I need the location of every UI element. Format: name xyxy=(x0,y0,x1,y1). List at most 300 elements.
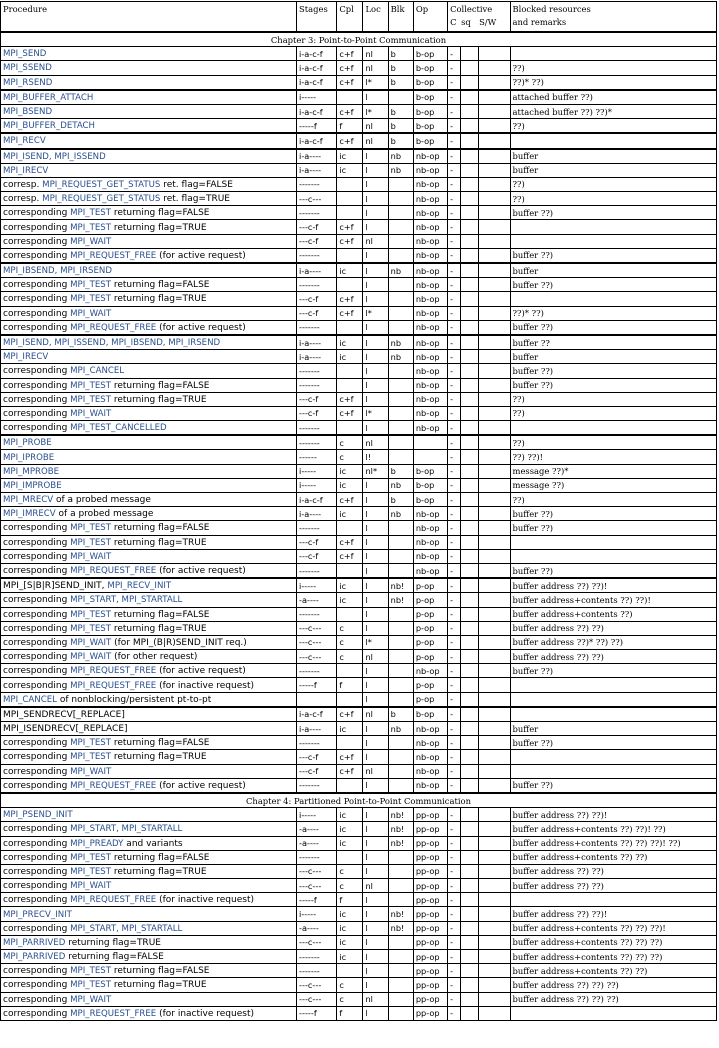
c-cell: - xyxy=(448,808,461,822)
procedure-text: returning flag=FALSE xyxy=(110,852,210,863)
procedure-cell xyxy=(1,435,297,450)
cpl-cell: f xyxy=(337,119,363,134)
blk-cell xyxy=(388,650,413,664)
procedure-text: corresponding xyxy=(3,966,71,977)
stages-cell: ------- xyxy=(297,964,337,978)
procedure-text: of a probed message xyxy=(55,509,154,520)
table-body xyxy=(1,32,717,1020)
sq-cell xyxy=(461,563,479,578)
op-cell: pp-op xyxy=(413,808,447,822)
c-cell: - xyxy=(448,177,461,191)
sq-cell xyxy=(461,350,479,364)
mpi-function-link[interactable]: MPI_PSEND_INIT xyxy=(3,810,73,821)
mpi-function-link[interactable]: MPI_BUFFER_DETACH xyxy=(3,121,96,132)
table-row xyxy=(1,549,717,563)
loc-cell: l xyxy=(363,320,388,335)
cpl-cell: c+f xyxy=(337,133,363,148)
stages-cell: ---c-f xyxy=(297,535,337,549)
chapter-heading: Chapter 3: Point-to-Point Communication xyxy=(1,32,717,47)
blk-cell xyxy=(388,978,413,992)
op-cell: p-op xyxy=(413,635,447,649)
stages-cell xyxy=(297,692,337,707)
blk-cell: nb xyxy=(388,149,413,164)
mpi-function-link[interactable]: MPI_ISEND, MPI_ISSEND, MPI_IBSEND, MPI_IRSEND xyxy=(3,338,221,349)
c-cell: - xyxy=(448,507,461,521)
op-cell: pp-op xyxy=(413,879,447,893)
mpi-function-link[interactable]: MPI_WAIT xyxy=(70,408,112,419)
rem-cell: buffer address ??)* ??) ??) xyxy=(510,635,717,649)
mpi-function-link[interactable]: MPI_IPROBE xyxy=(3,452,55,463)
mpi-function-link[interactable]: MPI_REQUEST_GET_STATUS xyxy=(42,194,161,205)
op-cell: nb-op xyxy=(413,736,447,750)
blk-cell xyxy=(388,192,413,206)
mpi-function-link[interactable]: MPI_IMPROBE xyxy=(3,480,62,491)
op-cell: b-op xyxy=(413,90,447,105)
sw-cell xyxy=(479,478,510,492)
c-cell: - xyxy=(448,707,461,722)
table-row xyxy=(1,421,717,436)
mpi-function-link[interactable]: MPI_RECV xyxy=(3,136,46,147)
sq-cell xyxy=(461,578,479,593)
sq-cell xyxy=(461,764,479,778)
mpi-function-link[interactable]: MPI_RECV_INIT xyxy=(107,581,172,592)
sq-cell xyxy=(461,836,479,850)
op-cell: nb-op xyxy=(413,521,447,535)
blk-cell xyxy=(388,750,413,764)
cpl-cell: c+f xyxy=(337,549,363,563)
procedure-text: corresponding xyxy=(3,652,71,663)
mpi-function-link[interactable]: MPI_REQUEST_FREE xyxy=(70,680,157,691)
cpl-cell: c xyxy=(337,635,363,649)
table-row xyxy=(1,61,717,75)
header-blk: Blk xyxy=(388,2,413,33)
sw-cell xyxy=(479,335,510,350)
rem-cell xyxy=(510,421,717,436)
op-cell: nb-op xyxy=(413,206,447,220)
mpi-function-link[interactable]: MPI_BUFFER_ATTACH xyxy=(3,92,94,103)
mpi-function-link[interactable]: MPI_REQUEST_FREE xyxy=(70,666,157,677)
loc-cell: l xyxy=(363,421,388,436)
cpl-cell xyxy=(337,192,363,206)
mpi-function-link[interactable]: MPI_WAIT xyxy=(70,994,112,1005)
mpi-function-link[interactable]: MPI_WAIT xyxy=(70,766,112,777)
stages-cell: i-a-c-f xyxy=(297,61,337,75)
mpi-function-link[interactable]: MPI_TEST xyxy=(70,623,111,634)
mpi-function-link[interactable]: MPI_SSEND xyxy=(3,63,52,74)
mpi-function-link[interactable]: MPI_TEST xyxy=(70,537,111,548)
blk-cell: b xyxy=(388,119,413,134)
mpi-function-link[interactable]: MPI_IBSEND, MPI_IRSEND xyxy=(3,266,112,277)
procedure-text: returning flag=TRUE xyxy=(110,294,207,305)
mpi-function-link[interactable]: MPI_WAIT xyxy=(70,881,112,892)
sw-cell xyxy=(479,992,510,1006)
mpi-function-link[interactable]: MPI_WAIT xyxy=(70,551,112,562)
rem-cell: ??)* ??) xyxy=(510,306,717,320)
header-collective-label: Collective xyxy=(450,4,493,14)
cpl-cell xyxy=(337,206,363,220)
procedure-text: corresp. xyxy=(3,179,43,190)
table-row xyxy=(1,864,717,878)
blk-cell xyxy=(388,248,413,263)
mpi-function-link[interactable]: MPI_TEST xyxy=(70,523,111,534)
cpl-cell: ic xyxy=(337,822,363,836)
op-cell: pp-op xyxy=(413,1006,447,1020)
mpi-function-link[interactable]: MPI_IRECV xyxy=(3,165,49,176)
sq-cell xyxy=(461,950,479,964)
procedure-text: corresponding xyxy=(3,780,71,791)
c-cell: - xyxy=(448,278,461,292)
table-row xyxy=(1,521,717,535)
procedure-text: corresponding xyxy=(3,852,71,863)
procedure-cell xyxy=(1,521,297,535)
rem-cell: attached buffer ??) xyxy=(510,90,717,105)
mpi-function-link[interactable]: MPI_CANCEL xyxy=(3,694,57,705)
c-cell: - xyxy=(448,104,461,118)
procedure-text: ret. flag=TRUE xyxy=(160,194,230,205)
blk-cell xyxy=(388,220,413,234)
loc-cell: l xyxy=(363,1006,388,1020)
mpi-function-link[interactable]: MPI_START, MPI_STARTALL xyxy=(70,824,183,835)
c-cell: - xyxy=(448,549,461,563)
procedure-cell xyxy=(1,421,297,436)
sw-cell xyxy=(479,722,510,736)
mpi-function-link[interactable]: MPI_TEST xyxy=(70,852,111,863)
sw-cell xyxy=(479,921,510,935)
c-cell: - xyxy=(448,578,461,593)
sq-cell xyxy=(461,864,479,878)
blk-cell xyxy=(388,364,413,378)
loc-cell: nl xyxy=(363,61,388,75)
procedure-text: (for inactive request) xyxy=(156,680,254,691)
table-row xyxy=(1,464,717,478)
op-cell: nb-op xyxy=(413,234,447,248)
procedure-text: corresponding xyxy=(3,280,71,291)
table-row xyxy=(1,278,717,292)
cpl-cell xyxy=(337,692,363,707)
mpi-function-link[interactable]: MPI_IMRECV xyxy=(3,509,56,520)
table-row xyxy=(1,808,717,822)
sq-cell xyxy=(461,907,479,921)
cpl-cell xyxy=(337,177,363,191)
sw-cell xyxy=(479,248,510,263)
mpi-function-link[interactable]: MPI_REQUEST_FREE xyxy=(70,1008,157,1019)
mpi-function-link[interactable]: MPI_RSEND xyxy=(3,77,53,88)
procedure-cell xyxy=(1,921,297,935)
c-cell: - xyxy=(448,992,461,1006)
mpi-function-link[interactable]: MPI_TEST xyxy=(70,394,111,405)
mpi-function-link[interactable]: MPI_TEST xyxy=(70,980,111,991)
blk-cell xyxy=(388,950,413,964)
cpl-cell: c xyxy=(337,435,363,450)
mpi-function-link[interactable]: MPI_TEST xyxy=(70,222,111,233)
procedure-cell xyxy=(1,163,297,177)
stages-cell: -----f xyxy=(297,678,337,692)
mpi-function-link[interactable]: MPI_TEST xyxy=(70,208,111,219)
mpi-function-link[interactable]: MPI_TEST xyxy=(70,380,111,391)
stages-cell: i-a---- xyxy=(297,507,337,521)
stages-cell: ---c-f xyxy=(297,306,337,320)
rem-cell: buffer xyxy=(510,350,717,364)
procedure-text: (for other request) xyxy=(111,652,198,663)
procedure-text: (for inactive request) xyxy=(156,895,254,906)
sw-cell xyxy=(479,104,510,118)
blk-cell: b xyxy=(388,47,413,61)
loc-cell: l xyxy=(363,549,388,563)
stages-cell: i----- xyxy=(297,464,337,478)
op-cell: nb-op xyxy=(413,664,447,678)
sq-cell xyxy=(461,664,479,678)
procedure-cell xyxy=(1,104,297,118)
cpl-cell: c+f xyxy=(337,75,363,90)
procedure-cell xyxy=(1,607,297,621)
loc-cell: l xyxy=(363,350,388,364)
mpi-function-link[interactable]: MPI_CANCEL xyxy=(70,366,125,377)
procedure-text: corresponding xyxy=(3,923,71,934)
procedure-cell xyxy=(1,692,297,707)
blk-cell: nb! xyxy=(388,836,413,850)
table-row xyxy=(1,104,717,118)
table-row xyxy=(1,722,717,736)
blk-cell: nb! xyxy=(388,593,413,607)
sq-cell xyxy=(461,378,479,392)
c-cell: - xyxy=(448,764,461,778)
procedure-cell xyxy=(1,133,297,148)
rem-cell: buffer address ??) ??)! xyxy=(510,907,717,921)
cpl-cell: f xyxy=(337,678,363,692)
procedure-text: corresponding xyxy=(3,208,71,219)
table-row xyxy=(1,921,717,935)
c-cell: - xyxy=(448,621,461,635)
loc-cell: l* xyxy=(363,406,388,420)
rem-cell: buffer address ??) ??) xyxy=(510,864,717,878)
stages-cell: i-a-c-f xyxy=(297,133,337,148)
sw-cell xyxy=(479,836,510,850)
loc-cell: l xyxy=(363,335,388,350)
c-cell: - xyxy=(448,978,461,992)
procedure-cell xyxy=(1,678,297,692)
stages-cell: ------ xyxy=(297,450,337,464)
loc-cell: l xyxy=(363,163,388,177)
procedure-text: MPI_ISENDRECV[_REPLACE] xyxy=(3,724,128,735)
mpi-function-link[interactable]: MPI_PARRIVED xyxy=(3,952,66,963)
stages-cell: ------- xyxy=(297,736,337,750)
cpl-cell: c+f xyxy=(337,292,363,306)
mpi-function-link[interactable]: MPI_PROBE xyxy=(3,438,52,449)
procedure-cell xyxy=(1,850,297,864)
op-cell xyxy=(413,435,447,450)
rem-cell xyxy=(510,707,717,722)
procedure-cell xyxy=(1,836,297,850)
table-row xyxy=(1,607,717,621)
procedure-text: corresponding xyxy=(3,666,71,677)
procedure-cell xyxy=(1,507,297,521)
procedure-cell xyxy=(1,864,297,878)
sw-cell xyxy=(479,364,510,378)
sq-cell xyxy=(461,778,479,793)
mpi-function-link[interactable]: MPI_START, MPI_STARTALL xyxy=(70,923,183,934)
sw-cell xyxy=(479,978,510,992)
c-cell: - xyxy=(448,664,461,678)
blk-cell xyxy=(388,292,413,306)
cpl-cell xyxy=(337,778,363,793)
mpi-function-link[interactable]: MPI_PARRIVED xyxy=(3,937,66,948)
mpi-function-link[interactable]: MPI_REQUEST_FREE xyxy=(70,322,157,333)
sq-cell xyxy=(461,607,479,621)
c-cell: - xyxy=(448,593,461,607)
blk-cell xyxy=(388,177,413,191)
blk-cell xyxy=(388,392,413,406)
blk-cell xyxy=(388,778,413,793)
mpi-function-link[interactable]: MPI_REQUEST_FREE xyxy=(70,250,157,261)
blk-cell xyxy=(388,421,413,436)
cpl-cell xyxy=(337,320,363,335)
header-c: C xyxy=(450,17,457,27)
sw-cell xyxy=(479,950,510,964)
rem-cell: buffer ?? xyxy=(510,335,717,350)
c-cell: - xyxy=(448,722,461,736)
rem-cell: buffer address+contents ??) ??) ??) xyxy=(510,950,717,964)
mpi-function-link[interactable]: MPI_WAIT xyxy=(70,637,112,648)
mpi-function-link[interactable]: MPI_WAIT xyxy=(70,236,112,247)
mpi-function-link[interactable]: MPI_IRECV xyxy=(3,352,49,363)
rem-cell: buffer ??) xyxy=(510,278,717,292)
mpi-function-link[interactable]: MPI_REQUEST_FREE xyxy=(70,895,157,906)
rem-cell xyxy=(510,234,717,248)
sw-cell xyxy=(479,192,510,206)
mpi-function-link[interactable]: MPI_REQUEST_FREE xyxy=(70,780,157,791)
sq-cell xyxy=(461,163,479,177)
table-row xyxy=(1,935,717,949)
blk-cell xyxy=(388,320,413,335)
op-cell: nb-op xyxy=(413,320,447,335)
blk-cell xyxy=(388,964,413,978)
mpi-function-link[interactable]: MPI_TEST xyxy=(70,280,111,291)
mpi-function-link[interactable]: MPI_SEND xyxy=(3,49,47,60)
procedure-text: returning flag=TRUE xyxy=(110,752,207,763)
procedure-cell xyxy=(1,736,297,750)
cpl-cell: f xyxy=(337,893,363,907)
cpl-cell xyxy=(337,563,363,578)
stages-cell: ------- xyxy=(297,521,337,535)
loc-cell: l xyxy=(363,478,388,492)
c-cell: - xyxy=(448,119,461,134)
loc-cell: nl xyxy=(363,47,388,61)
c-cell: - xyxy=(448,907,461,921)
table-row xyxy=(1,822,717,836)
mpi-function-link[interactable]: MPI_ISEND, MPI_ISSEND xyxy=(3,151,106,162)
mpi-function-link[interactable]: MPI_WAIT xyxy=(70,308,112,319)
sw-cell xyxy=(479,47,510,61)
stages-cell: ---c-f xyxy=(297,406,337,420)
stages-cell: ---c--- xyxy=(297,992,337,1006)
mpi-function-link[interactable]: MPI_WAIT xyxy=(70,652,112,663)
sw-cell xyxy=(479,450,510,464)
cpl-cell xyxy=(337,607,363,621)
loc-cell: l xyxy=(363,278,388,292)
stages-cell: ---c-f xyxy=(297,750,337,764)
procedure-text: corresponding xyxy=(3,551,71,562)
sw-cell xyxy=(479,75,510,90)
mpi-function-link[interactable]: MPI_TEST xyxy=(70,752,111,763)
rem-cell: buffer address+contents ??) ??) ??)! xyxy=(510,921,717,935)
mpi-function-link[interactable]: MPI_MRECV xyxy=(3,495,54,506)
mpi-function-link[interactable]: MPI_TEST xyxy=(70,294,111,305)
procedure-cell xyxy=(1,350,297,364)
c-cell: - xyxy=(448,378,461,392)
stages-cell: ------- xyxy=(297,364,337,378)
blk-cell xyxy=(388,635,413,649)
mpi-function-link[interactable]: MPI_TEST xyxy=(70,609,111,620)
c-cell: - xyxy=(448,822,461,836)
mpi-function-link[interactable]: MPI_TEST xyxy=(70,966,111,977)
table-row xyxy=(1,593,717,607)
cpl-cell: c+f xyxy=(337,392,363,406)
c-cell: - xyxy=(448,206,461,220)
cpl-cell: ic xyxy=(337,507,363,521)
cpl-cell: c xyxy=(337,650,363,664)
cpl-cell: ic xyxy=(337,464,363,478)
mpi-function-link[interactable]: MPI_MPROBE xyxy=(3,466,60,477)
sq-cell xyxy=(461,822,479,836)
op-cell: pp-op xyxy=(413,950,447,964)
table-row xyxy=(1,650,717,664)
sq-cell xyxy=(461,678,479,692)
mpi-function-link[interactable]: MPI_PREADY xyxy=(70,838,124,849)
loc-cell: l xyxy=(363,893,388,907)
sq-cell xyxy=(461,406,479,420)
loc-cell: l xyxy=(363,935,388,949)
loc-cell: l xyxy=(363,750,388,764)
header-cpl: Cpl xyxy=(337,2,363,33)
c-cell: - xyxy=(448,535,461,549)
loc-cell: l xyxy=(363,978,388,992)
mpi-function-link[interactable]: MPI_TEST xyxy=(70,738,111,749)
procedure-text: corresponding xyxy=(3,881,71,892)
op-cell: nb-op xyxy=(413,149,447,164)
sw-cell xyxy=(479,621,510,635)
procedure-cell xyxy=(1,278,297,292)
cpl-cell: ic xyxy=(337,163,363,177)
sw-cell xyxy=(479,607,510,621)
procedure-cell xyxy=(1,808,297,822)
table-row xyxy=(1,163,717,177)
procedure-text: corresponding xyxy=(3,423,71,434)
mpi-function-link[interactable]: MPI_PRECV_INIT xyxy=(3,909,72,920)
sq-cell xyxy=(461,992,479,1006)
mpi-function-link[interactable]: MPI_TEST xyxy=(70,866,111,877)
mpi-function-link[interactable]: MPI_REQUEST_FREE xyxy=(70,566,157,577)
stages-cell: ---c-f xyxy=(297,392,337,406)
table-row xyxy=(1,707,717,722)
op-cell: nb-op xyxy=(413,778,447,793)
c-cell: - xyxy=(448,90,461,105)
table-row xyxy=(1,292,717,306)
procedure-cell xyxy=(1,879,297,893)
loc-cell: l xyxy=(363,822,388,836)
table-row xyxy=(1,149,717,164)
op-cell: pp-op xyxy=(413,964,447,978)
stages-cell: ------- xyxy=(297,378,337,392)
c-cell: - xyxy=(448,133,461,148)
mpi-function-link[interactable]: MPI_BSEND xyxy=(3,107,53,118)
stages-cell: ---c--- xyxy=(297,621,337,635)
mpi-function-link[interactable]: MPI_REQUEST_GET_STATUS xyxy=(42,179,161,190)
sw-cell xyxy=(479,378,510,392)
sw-cell xyxy=(479,907,510,921)
mpi-function-link[interactable]: MPI_START, MPI_STARTALL xyxy=(70,595,183,606)
mpi-function-link[interactable]: MPI_TEST_CANCELLED xyxy=(70,423,167,434)
sq-cell xyxy=(461,935,479,949)
